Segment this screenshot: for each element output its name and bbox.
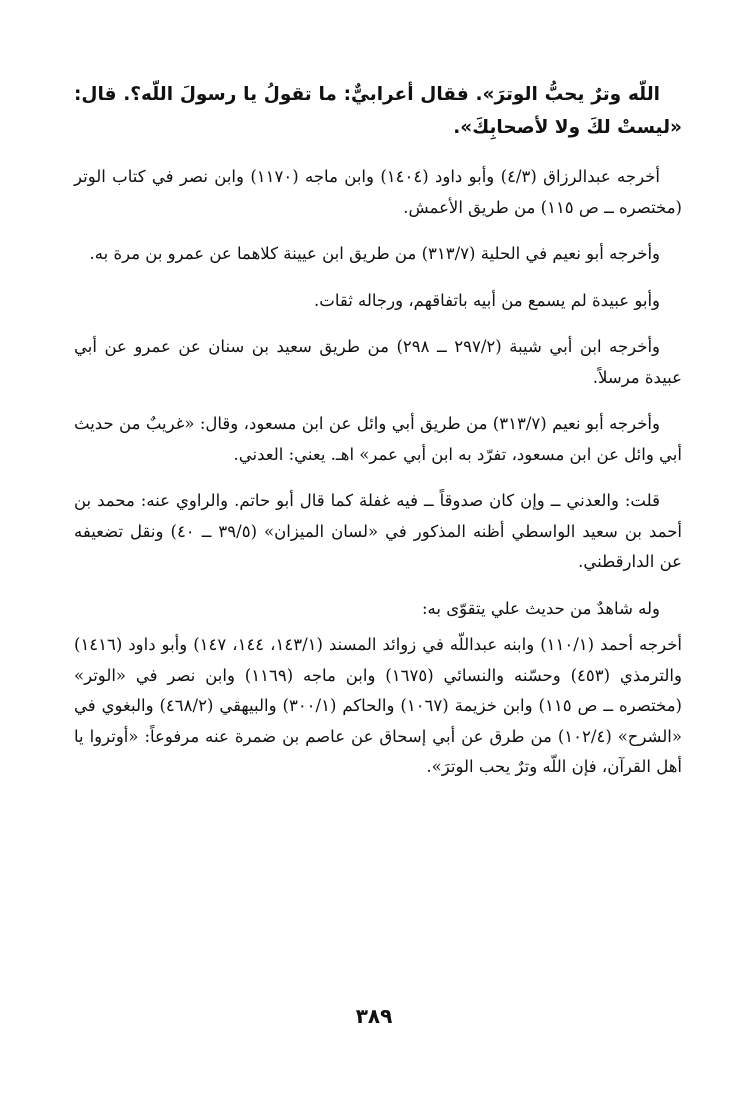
page-body [74,78,682,799]
paragraph-takhrij-abu-nuaym-abu-wail: وأخرجه أبو نعيم (٣١٣/٧) من طريق أبي وائل عن ابن مسعود، وقال: «غريبٌ من حديث أبي وائل عن ابن مسعود، تفرّد به ابن أبي عمر» اهـ. يعني: العدني. [74,414,682,464]
paragraph-shahid-intro: وله شاهدٌ من حديث علي يتقوّى به: [422,598,660,618]
paragraph-takhrij-abdulrazzaq: أخرجه عبدالرزاق (٤/٣) وأبو داود (١٤٠٤) وابن ماجه (١١٧٠) وابن نصر في كتاب الوتر (مختصره ــ ص ١١٥) من طريق الأعمش. [74,167,682,217]
paragraph-takhrij-ahmad: أخرجه أحمد (١١٠/١) وابنه عبداللّه في زوائد المسند (١٤٣/١، ١٤٤، ١٤٧) وأبو داود (١٤١٦) والترمذي (٤٥٣) وحسّنه والنسائي (١٦٧٥) وابن ماجه (١١٦٩) وابن نصر في «الوتر» (مختصره ــ ص ١١٥) وابن خزيمة (١٠٦٧) والحاكم (٣٠٠/١) والبيهقي (٤٦٨/٢) والبغوي في «الشرح» (١٠٢/٤) من طرق عن أبي إسحاق عن عاصم بن ضمرة عنه مرفوعاً: «أوتروا يا أهل القرآن، فإن اللّه وترٌ يحب الوترَ». [74,635,682,776]
paragraph-takhrij-ibn-abi-shayba: وأخرجه ابن أبي شيبة (٢٩٧/٢ ــ ٢٩٨) من طريق سعيد بن سنان عن عمرو عن أبي عبيدة مرسلاً. [74,337,682,387]
paragraph-adani-note: قلت: والعدني ــ وإن كان صدوقاً ــ فيه غفلة كما قال أبو حاتم. والراوي عنه: محمد بن أحمد بن سعيد الواسطي أظنه المذكور في «لسان الميزان» (٣٩/٥ ــ ٤٠) ونقل تضعيفه عن الدارقطني. [74,491,682,571]
paragraph-takhrij-abu-nuaym-hilya: وأخرجه أبو نعيم في الحلية (٣١٣/٧) من طريق ابن عيينة كلاهما عن عمرو بن مرة به. [89,244,660,263]
hadith-text: اللّه وترٌ يحبُّ الوترَ». فقال أعرابيٌّ: ما تقولُ يا رسولَ اللّه؟. قال: «ليستْ لكَ ولا لأصحابِكَ». [74,84,682,138]
page-number: ٣٨٩ [355,1004,393,1028]
paragraph-abu-ubayda-note: وأبو عبيدة لم يسمع من أبيه باتفاقهم، ورجاله ثقات. [314,290,660,310]
